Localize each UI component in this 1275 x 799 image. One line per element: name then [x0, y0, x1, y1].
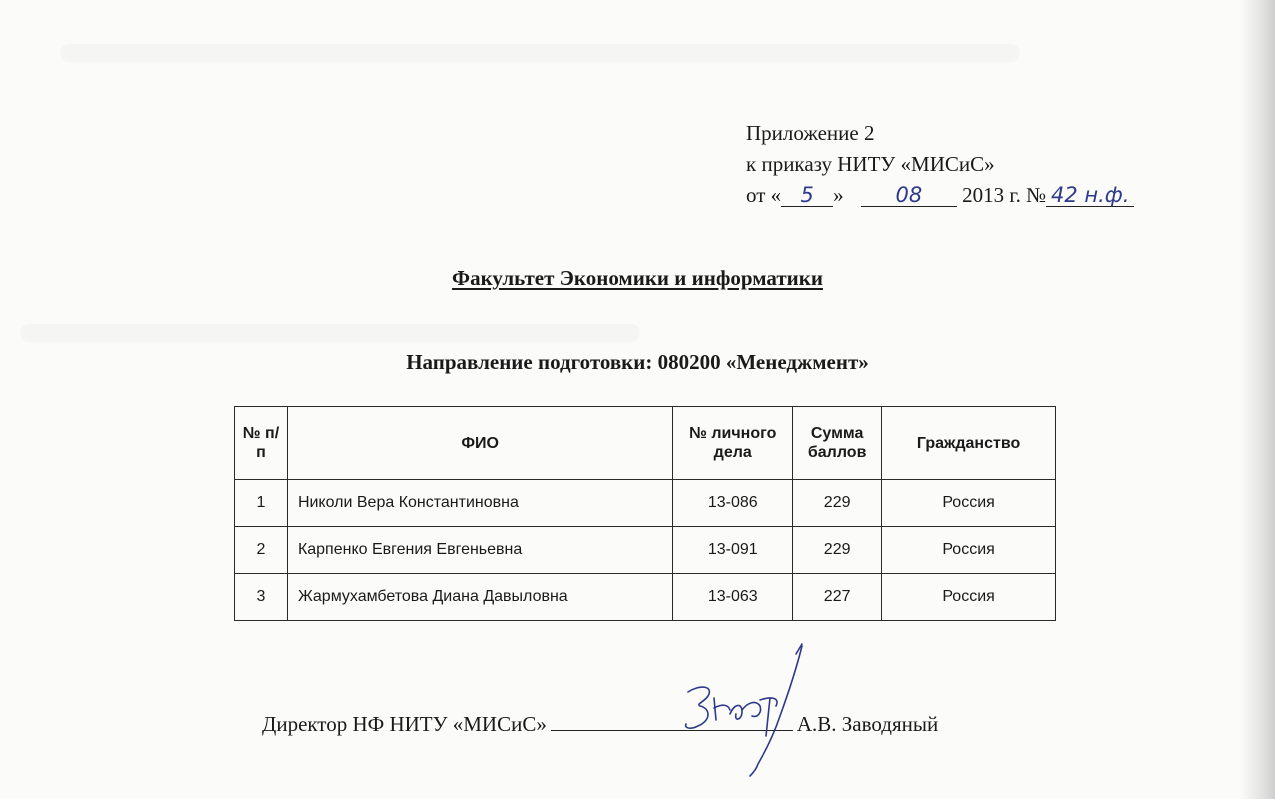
cell-num: 1	[235, 480, 288, 527]
header-score: Сумма баллов	[793, 407, 882, 480]
cell-num: 3	[235, 574, 288, 621]
appendix-header	[746, 118, 1134, 211]
signatory-name: А.В. Заводяный	[796, 712, 939, 736]
header-citizenship: Гражданство	[882, 407, 1056, 480]
scan-edge-shadow	[1241, 0, 1275, 799]
students-table	[234, 406, 1056, 621]
cell-citizenship: Россия	[882, 480, 1056, 527]
cell-citizenship: Россия	[882, 527, 1056, 574]
cell-name: Карпенко Евгения Евгеньевна	[287, 527, 672, 574]
header-file: № личного дела	[673, 407, 793, 480]
date-prefix: от «	[746, 183, 782, 207]
cell-name: Николи Вера Константиновна	[287, 480, 672, 527]
direction-title: Направление подготовки: 080200 «Менеджмент»	[406, 350, 869, 374]
bleed-through-text	[60, 44, 1020, 62]
cell-score: 229	[793, 480, 882, 527]
date-mid: »	[833, 183, 844, 207]
appendix-label: Приложение 2	[746, 121, 875, 145]
cell-file: 13-091	[673, 527, 793, 574]
cell-score: 227	[793, 574, 882, 621]
signature-block	[262, 708, 938, 737]
table-row	[235, 480, 1056, 527]
signatory-title: Директор НФ НИТУ «МИСиС»	[262, 712, 547, 736]
cell-num: 2	[235, 527, 288, 574]
handwritten-month: 08	[861, 184, 957, 207]
table-header-row	[235, 407, 1056, 480]
cell-name: Жармухамбетова Диана Давыловна	[287, 574, 672, 621]
table-row	[235, 574, 1056, 621]
cell-score: 229	[793, 527, 882, 574]
order-date-line	[746, 180, 1134, 211]
cell-citizenship: Россия	[882, 574, 1056, 621]
handwritten-order-number: 42 н.ф.	[1046, 184, 1134, 207]
cell-file: 13-063	[673, 574, 793, 621]
cell-file: 13-086	[673, 480, 793, 527]
header-name: ФИО	[287, 407, 672, 480]
table-row	[235, 527, 1056, 574]
header-num: № п/п	[235, 407, 288, 480]
order-reference: к приказу НИТУ «МИСиС»	[746, 152, 995, 176]
faculty-title-text: Факультет Экономики и информатики	[452, 266, 823, 290]
faculty-title	[0, 266, 1275, 291]
handwritten-signature	[676, 640, 826, 780]
handwritten-day: 5	[781, 184, 833, 207]
bleed-through-text	[20, 324, 640, 342]
year-text: 2013 г. №	[962, 183, 1047, 207]
